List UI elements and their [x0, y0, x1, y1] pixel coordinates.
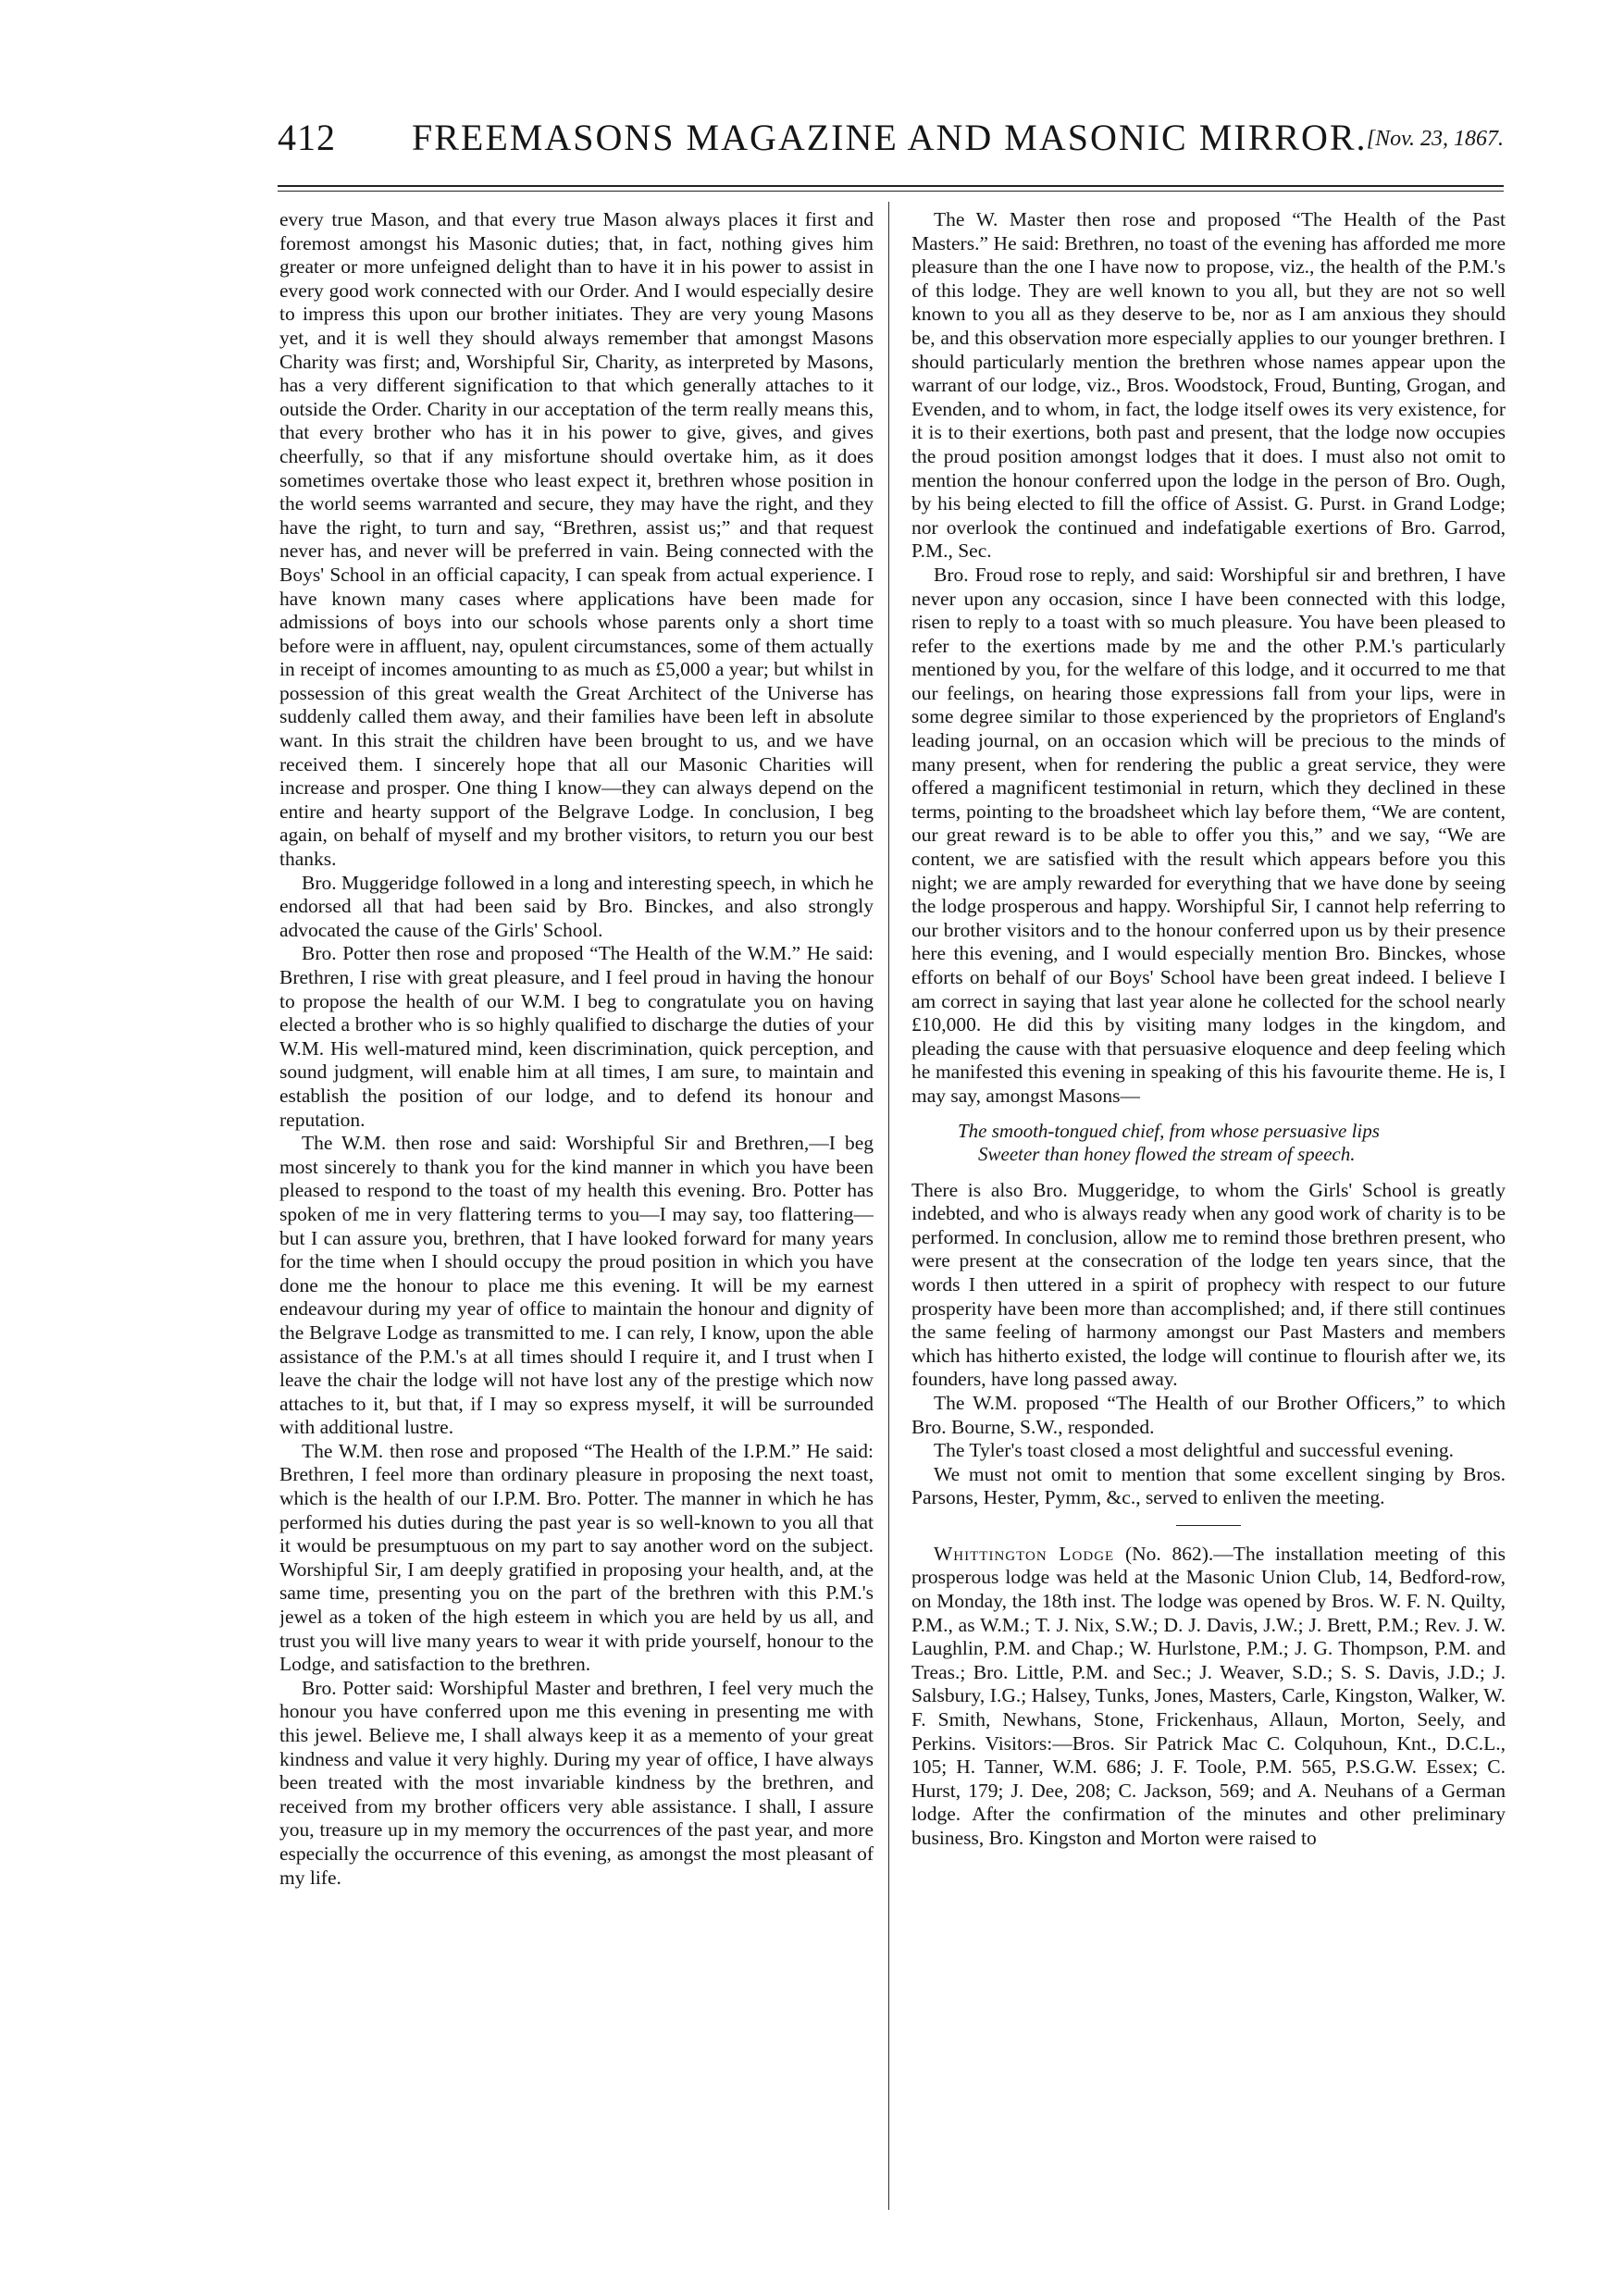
masthead-title: FREEMASONS MAGAZINE AND MASONIC MIRROR.	[412, 117, 1368, 158]
lodge-name: Whittington Lodge	[934, 1542, 1115, 1565]
lodge-report-paragraph	[911, 1543, 1506, 1851]
left-column	[279, 208, 874, 2226]
header-rule-thin	[278, 191, 1504, 192]
verse-quote	[958, 1120, 1506, 1166]
article-paragraph: Bro. Potter said: Worshipful Master and brethren, I feel very much the honour you have conferred upon me this evening in presenting me with this jewel. Believe me, I shall always keep it as a memento of your great kindness and value it very highly. During my year of office, I have always been treated with the most invariable kindness by the brethren, and received from my brother officers very able assistance. I shall, I assure you, treasure up in my memory the occurrences of the past year, and more especially the occurrence of this evening, as amongst the most pleasant of my life.	[279, 1676, 874, 1889]
article-paragraph: Bro. Potter then rose and proposed “The Health of the W.M.” He said: Brethren, I rise with great pleasure, and I feel proud in having the honour to propose the health of our W.M. I beg to congratulate you on having elected a brother who is so highly qualified to discharge the duties of your W.M. His well-matured mind, keen discrimination, quick perception, and sound judgment, will enable him at all times, I am sure, to maintain and establish the position of our lodge, and to defend its honour and reputation.	[279, 942, 874, 1131]
article-paragraph: Bro. Muggeridge followed in a long and interesting speech, in which he endorsed all that had been said by Bro. Binckes, and also strongly advocated the cause of the Girls' School.	[279, 871, 874, 941]
section-separator	[1176, 1525, 1241, 1526]
article-paragraph: The Tyler's toast closed a most delightful and successful evening.	[934, 1439, 1455, 1462]
article-paragraph: The W.M. then rose and proposed “The Health of the I.P.M.” He said: Brethren, I feel more than ordinary pleasure in proposing the next toast, which is the health of our I.P.M. Bro. Potter. The manner in which he has performed his duties during the past year is so well-known to you all that it would be presumptuous on my part to say another word on the subject. Worshipful Sir, I am deeply gratified in proposing your health, and, at the same time, presenting you on the part of the brethren with this P.M.'s jewel as a token of the high esteem in which you are held by us all, and trust you will live many years to wear it with pride yourself, honour to the Lodge, and satisfaction to the brethren.	[279, 1439, 874, 1676]
article-paragraph: The W.M. proposed “The Health of our Brother Officers,” to which Bro. Bourne, S.W., responded.	[911, 1391, 1506, 1438]
lodge-report-text: (No. 862).—The installation meeting of this prosperous lodge was held at the Masonic Union Club, 14, Bedford-row, on Monday, the 18th inst. The lodge was opened by Bros. W. F. N. Quilty, P.M., as W.M.; T. J. Nix, S.W.; D. J. Davis, J.W.; J. Brett, P.M.; Rev. J. W. Laughlin, P.M. and Chap.; W. Hurlstone, P.M.; J. G. Thompson, P.M. and Treas.; Bro. Little, P.M. and Sec.; J. Weaver, S.D.; S. S. Davis, J.D.; J. Salsbury, I.G.; Halsey, Tunks, Jones, Masters, Carle, Kingston, Walker, W. F. Smith, Newhans, Stone, Frickenhaus, Allaun, Morton, Seely, and Perkins. Visitors:—Bros. Sir Patrick Mac C. Colquhoun, Knt., D.C.L., 105; H. Tanner, W.M. 686; J. F. Toole, P.M. 565, P.S.G.W. Essex; C. Hurst, 179; J. Dee, 208; C. Jackson, 569; and A. Neuhans of a German lodge. After the confirmation of the minutes and other preliminary business, Bro. Kingston and Morton were raised to	[911, 1542, 1506, 1849]
article-paragraph: The W. Master then rose and proposed “The Health of the Past Masters.” He said: Brethren, no toast of the evening has afforded me more pleasure than the one I have now to propose, viz., the health of the P.M.'s of this lodge. They are well known to you all, but they are not so well known to you all as they deserve to be, nor as I am anxious they should be, and this observation more especially applies to our younger brethren. I should particularly mention the brethren whose names appear upon the warrant of our lodge, viz., Bros. Woodstock, Froud, Bunting, Grogan, and Evenden, and to whom, in fact, the lodge itself owes its very existence, for it is to their exertions, both past and present, that the lodge now occupies the proud position amongst lodges that it does. I must also not omit to mention the honour conferred upon the lodge in the person of Bro. Ough, by his being elected to fill the office of Assist. G. Purst. in Grand Lodge; nor overlook the continued and indefatigable exertions of Bro. Garrod, P.M., Sec.	[911, 208, 1506, 563]
article-paragraph: The W.M. then rose and said: Worshipful Sir and Brethren,—I beg most sincerely to thank you for the kind manner in which you have been pleased to respond to the toast of my health this evening. Bro. Potter has spoken of me in very flattering terms to you—I may say, too flattering—but I can assure you, brethren, that I have looked forward for many years for the time when I should occupy the proud position in which you have done me the honour to place me this evening. It will be my earnest endeavour during my year of office to maintain the honour and dignity of the Belgrave Lodge as transmitted to me. I can rely, I know, upon the able assistance of the P.M.'s at all times should I require it, and I trust when I leave the chair the lodge will not have lost any of the prestige which now attaches to it, but that, if I may so express myself, it will be surrounded with additional lustre.	[279, 1132, 874, 1439]
verse-line: Sweeter than honey flowed the stream of speech.	[978, 1142, 1356, 1165]
header-rule	[278, 185, 1504, 187]
article-paragraph: every true Mason, and that every true Mason always places it first and foremost amongst his Masonic duties; that, in fact, nothing gives him greater or more unfeigned delight than to have it in his power to assist in every good work connected with our Order. And I would especially desire to impress this upon our brother initiates. They are very young Masons yet, and it is well they should always remember that amongst Masons Charity was first; and, Worshipful Sir, Charity, as interpreted by Masons, has a very different signification to that which generally attaches to it outside the Order. Charity in our acceptation of the term really means this, that every brother who has it in his power to give, gives, and gives cheerfully, so that if any misfortune should overtake him, as it does sometimes overtake those who least expect it, brethren whose position in the world seems warranted and secure, they may have the right, and they have the right, to turn and say, “Brethren, assist us;” and that request never has, and never will be preferred in vain. Being connected with the Boys' School in an official capacity, I can speak from actual experience. I have known many cases where applications have been made for admissions of boys into our schools whose parents only a short time before were in affluent, nay, opulent circumstances, some of them actually in receipt of incomes amounting to as much as £5,000 a year; but whilst in possession of this great wealth the Great Architect of the Universe has suddenly called them away, and their families have been left in absolute want. In this strait the children have been brought to us, and we have received them. I sincerely hope that all our Masonic Charities will increase and prosper. One thing I know—they can always depend on the entire and hearty support of the Belgrave Lodge. In conclusion, I beg again, on behalf of myself and my brother visitors, to return you our best thanks.	[279, 208, 874, 871]
column-divider	[888, 202, 889, 2210]
article-paragraph: There is also Bro. Muggeridge, to whom the Girls' School is greatly indebted, and who is always ready when any good work of charity is to be performed. In conclusion, allow me to remind those brethren present, who were present at the consecration of the lodge ten years since, that the words I then uttered in a spirit of prophecy with respect to our future prosperity have been more than accomplished; and, if there still continues the same feeling of harmony amongst our Past Masters and members which has hitherto existed, the lodge will continue to flourish after we, its founders, have long passed away.	[911, 1178, 1506, 1391]
right-column	[911, 208, 1506, 2226]
page-number: 412	[278, 117, 336, 158]
issue-date: [Nov. 23, 1867.	[1366, 127, 1504, 151]
article-paragraph: We must not omit to mention that some excellent singing by Bros. Parsons, Hester, Pymm, &c., served to enliven the meeting.	[911, 1462, 1506, 1509]
page-header	[278, 116, 1504, 190]
verse-line: The smooth-tongued chief, from whose persuasive lips	[958, 1119, 1380, 1142]
article-paragraph: Bro. Froud rose to reply, and said: Worshipful sir and brethren, I have never upon any occasion, since I have been connected with this lodge, risen to reply to a toast with so much pleasure. You have been pleased to refer to the exertions made by me and the other P.M.'s particularly mentioned by you, for the welfare of this lodge, and it occurred to me that our feelings, on hearing those expressions fall from your lips, were in some degree similar to those experienced by the proprietors of England's leading journal, on an occasion which will be precious to the minds of many present, when for rendering the public a great service, they were offered a magnificent testimonial in return, which they declined in these terms, pointing to the broadsheet which lay before them, “We are content, our great reward is to be able to offer you this,” and we say, “We are content, we are satisfied with the result which appears before you this night; we are amply rewarded for everything that we have done by seeing the lodge prosperous and happy. Worshipful Sir, I cannot help referring to our brother visitors and to the honour conferred upon us by their presence here this evening, and I would especially mention Bro. Binckes, whose efforts on behalf of our Boys' School have been great indeed. I believe I am correct in saying that last year alone he collected for the school nearly £10,000. He did this by visiting many lodges in the kingdom, and pleading the cause with that persuasive eloquence and deep feeling which he manifested this evening in speaking of this his favourite theme. He is, I may say, amongst Masons—	[911, 563, 1506, 1107]
